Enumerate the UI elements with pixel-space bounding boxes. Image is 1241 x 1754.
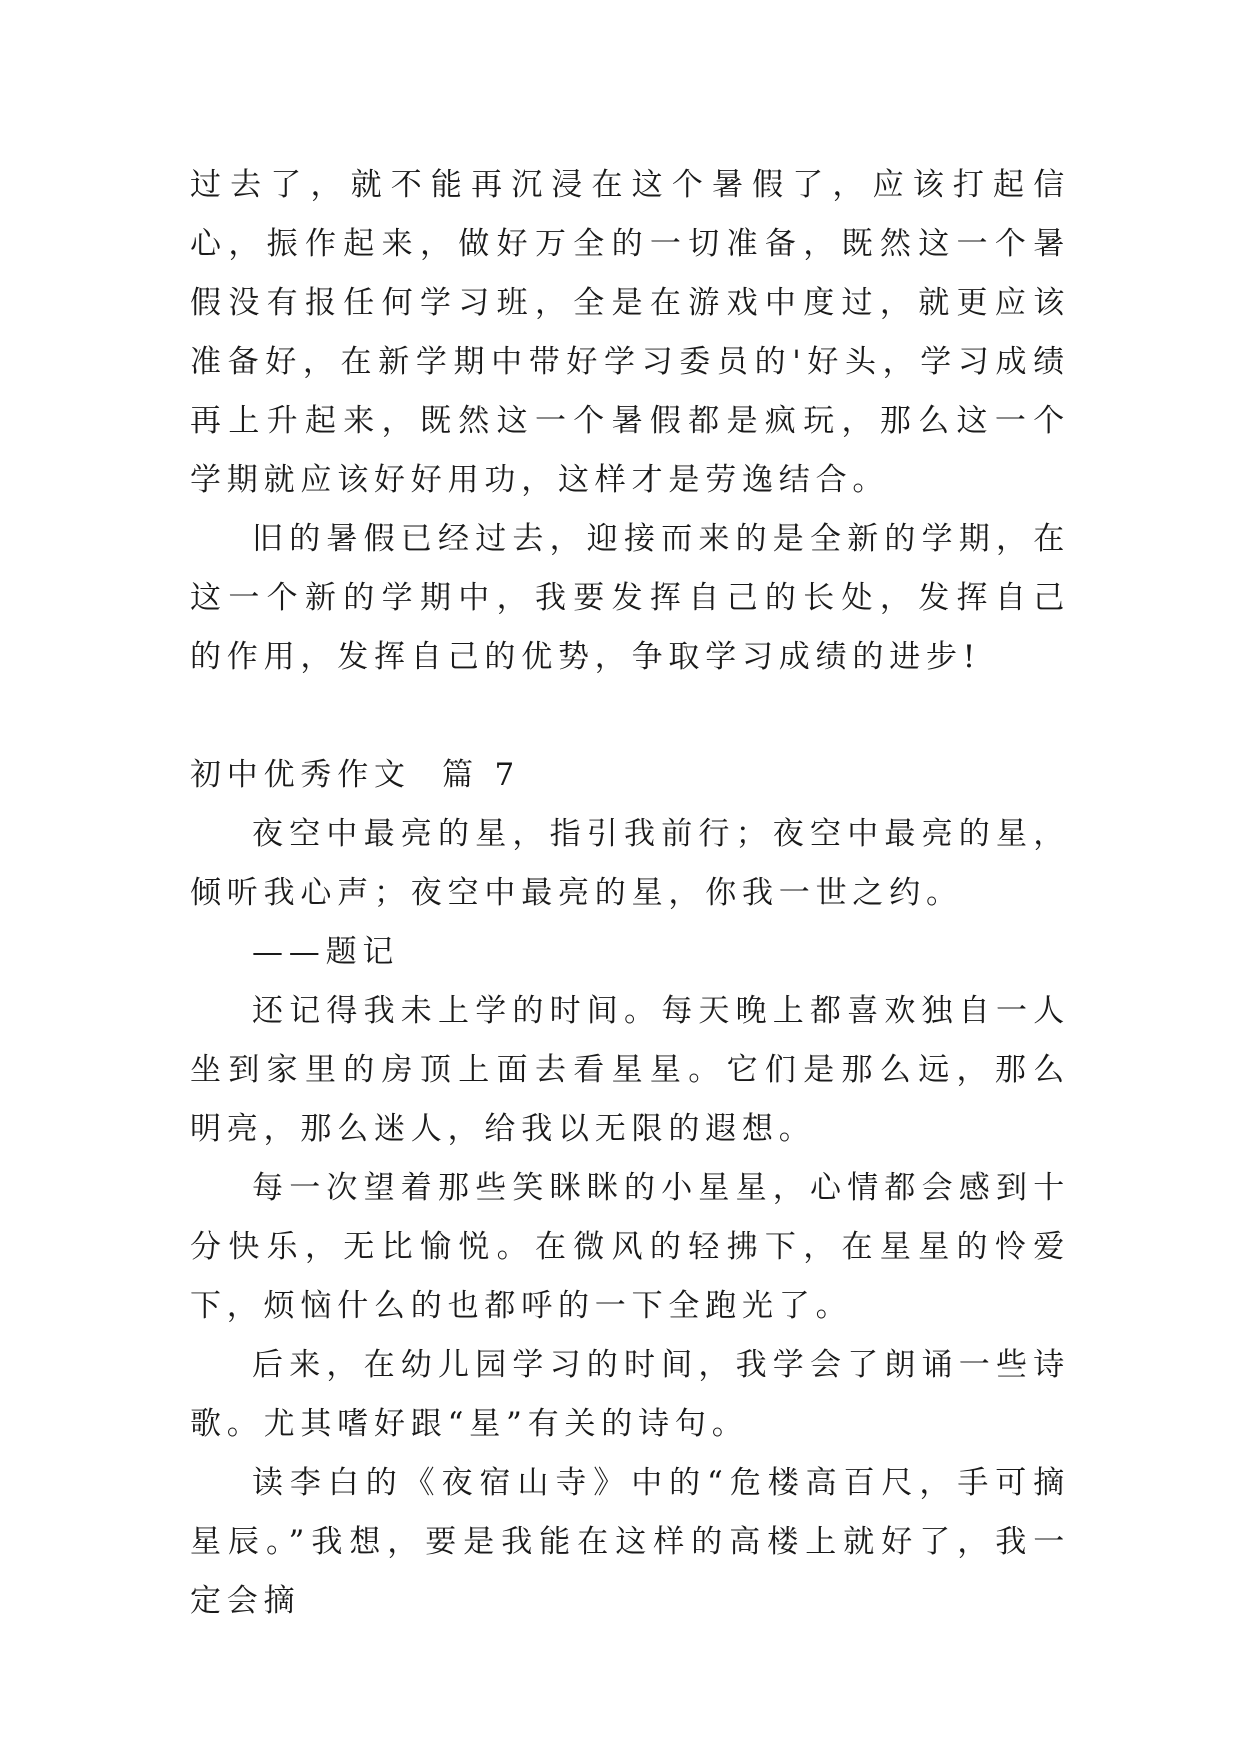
essay-heading: 初中优秀作文 篇 7 (190, 757, 521, 793)
section-spacer (190, 687, 1070, 746)
body-paragraph: 每一次望着那些笑眯眯的小星星，心情都会感到十分快乐，无比愉悦。在微风的轻拂下，在星星的怜爱下，烦恼什么的也都呼的一下全跑光了。 (190, 1170, 1070, 1324)
epigraph: 夜空中最亮的星，指引我前行；夜空中最亮的星，倾听我心声；夜空中最亮的星，你我一世之约。 (190, 816, 1070, 911)
document-body (190, 156, 1070, 1631)
closing-paragraph: 旧的暑假已经过去，迎接而来的是全新的学期，在这一个新的学期中，我要发挥自己的长处，发挥自己的作用，发挥自己的优势，争取学习成绩的进步! (190, 521, 1070, 675)
epigraph-source: ——题记 (252, 934, 400, 970)
body-paragraph: 后来，在幼儿园学习的时间，我学会了朗诵一些诗歌。尤其嗜好跟“星”有关的诗句。 (190, 1347, 1070, 1442)
body-paragraph: 还记得我未上学的时间。每天晚上都喜欢独自一人坐到家里的房顶上面去看星星。它们是那么远，那么明亮，那么迷人，给我以无限的遐想。 (190, 993, 1070, 1147)
body-paragraph: 读李白的《夜宿山寺》中的“危楼高百尺，手可摘星辰。”我想，要是我能在这样的高楼上就好了，我一定会摘 (190, 1465, 1070, 1619)
continuation-paragraph: 过去了，就不能再沉浸在这个暑假了，应该打起信心，振作起来，做好万全的一切准备，既然这一个暑假没有报任何学习班，全是在游戏中度过，就更应该准备好，在新学期中带好学习委员的'好头，学习成绩再上升起来，既然这一个暑假都是疯玩，那么这一个学期就应该好好用功，这样才是劳逸结合。 (190, 167, 1070, 498)
